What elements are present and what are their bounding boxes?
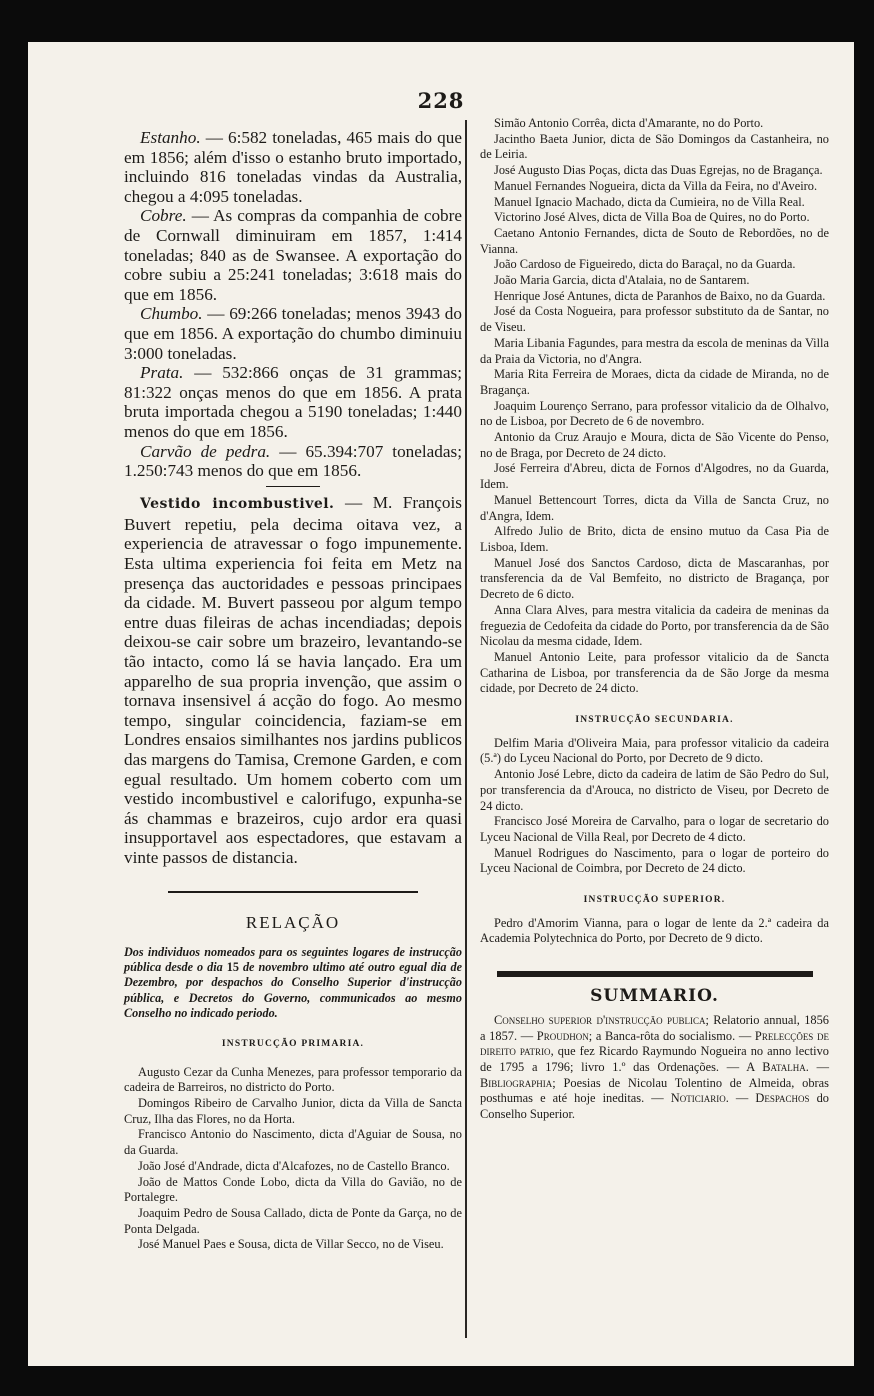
list-item: João de Mattos Conde Lobo, dicta da Villa do Gavião, no de Portalegre. bbox=[124, 1174, 462, 1205]
list-item: Antonio José Lebre, dicto da cadeira de latim de São Pedro do Sul, por transferencia da d'Arouca, no districto de Viseu, por Decreto de 24 dicto. bbox=[480, 767, 829, 813]
section-heading-primaria: INSTRUCÇÃO PRIMARIA. bbox=[221, 1039, 365, 1050]
paragraph-carvao bbox=[124, 442, 462, 481]
list-item: Jacintho Baeta Junior, dicta de São Domingos da Castanheira, no de Leiria. bbox=[480, 131, 829, 162]
right-column bbox=[480, 116, 829, 1123]
list-item: Anna Clara Alves, para mestra vitalicia da cadeira de meninas da freguezia de Cedofeita da cidade do Porto, por transferencia da de São Nicolau da mesma cidade, Idem. bbox=[480, 602, 829, 649]
list-item: José Manuel Paes e Sousa, dicta de Villar Secco, no de Viseu. bbox=[138, 1237, 444, 1252]
section-heading-secundaria: INSTRUCÇÃO SECUNDARIA. bbox=[575, 715, 734, 726]
section-divider bbox=[266, 486, 320, 488]
paragraph-cobre-label: Cobre. bbox=[140, 206, 187, 226]
primaria-list bbox=[124, 1065, 462, 1253]
relacao-divider bbox=[168, 891, 418, 893]
page-number: 228 bbox=[417, 88, 465, 113]
paragraph-prata-label: Prata. bbox=[140, 363, 184, 383]
list-item: Delfim Maria d'Oliveira Maia, para professor vitalicio da cadeira (5.ª) do Lyceu Nacional do Porto, por Decreto de 9 dicto. bbox=[480, 735, 829, 766]
relacao-title: RELAÇÃO bbox=[245, 913, 341, 933]
list-item: Manuel Antonio Leite, para professor vitalicio da de Sancta Catharina de Lisboa, por transferencia da de São Jorge da mesma cidade, por Decreto de 24 dicto. bbox=[480, 649, 829, 696]
section-heading-superior: INSTRUCÇÃO SUPERIOR. bbox=[583, 895, 726, 906]
left-column bbox=[124, 128, 462, 1253]
summario-divider bbox=[497, 971, 813, 977]
list-item: Manuel Ignacio Machado, dicta da Cumieira, no de Villa Real. bbox=[494, 194, 805, 209]
list-item: Manuel José dos Sanctos Cardoso, dicta de Mascaranhas, por transferencia da de Val Bemfeito, no districto de Bragança, por Decreto de 6 dicto. bbox=[480, 555, 829, 602]
newspaper-page bbox=[28, 42, 854, 1366]
list-item: Maria Rita Ferreira de Moraes, dicta da cidade de Miranda, no de Bragança. bbox=[480, 367, 829, 397]
list-item: João Maria Garcia, dicta d'Atalaia, no de Santarem. bbox=[494, 273, 750, 288]
paragraph-carvao-text: — 65.394:707 toneladas; 1.250:743 menos do que em 1856. bbox=[124, 441, 462, 481]
list-item: Pedro d'Amorim Vianna, para o logar de lente da 2.ª cadeira da Academia Polytechnica do Porto, por Decreto de 9 dicto. bbox=[480, 915, 829, 946]
list-item: Manuel Fernandes Nogueira, dicta da Villa da Feira, no d'Aveiro. bbox=[494, 178, 818, 193]
paragraph-carvao-label: Carvão de pedra. bbox=[140, 441, 271, 461]
vestido-heading: Vestido incombustivel. bbox=[140, 496, 335, 513]
relacao-intro: Dos individuos nomeados para os seguintes logares de instrucção pública desde o dia 15 de novembro ultimo até outro egual dia de Dezembro, por despachos do Conselho Superior d'instrucção pública, e Decretos do Governo, communicados ao mesmo Conselho no indicado periodo. bbox=[124, 945, 462, 1020]
paragraph-chumbo-label: Chumbo. bbox=[140, 304, 203, 324]
list-item: Victorino José Alves, dicta de Villa Boa de Quires, no do Porto. bbox=[494, 210, 810, 225]
list-item: Joaquim Lourenço Serrano, para professor vitalicio da de Olhalvo, no de Lisboa, por Decreto de 6 de novembro. bbox=[480, 398, 829, 429]
list-item: Caetano Antonio Fernandes, dicta de Souto de Rebordões, no de Vianna. bbox=[480, 225, 829, 256]
list-item: Simão Antonio Corrêa, dicta d'Amarante, no do Porto. bbox=[494, 116, 764, 130]
list-item: Domingos Ribeiro de Carvalho Junior, dicta da Villa de Sancta Cruz, Ilha das Flores, no da Horta. bbox=[124, 1096, 462, 1126]
list-item: Alfredo Julio de Brito, dicta de ensino mutuo da Casa Pia de Lisboa, Idem. bbox=[480, 524, 829, 554]
paragraph-prata bbox=[124, 363, 462, 441]
list-item: Manuel Rodrigues do Nascimento, para o logar de porteiro do Lyceu Nacional de Coimbra, por Decreto de 24 dicto. bbox=[480, 845, 829, 876]
paragraph-prata-text: — 532:866 onças de 31 grammas; 81:322 onças menos do que em 1856. A prata bruta importada chegou a 5190 toneladas; 1:440 menos do que em 1856. bbox=[124, 363, 462, 441]
list-item: João Cardoso de Figueiredo, dicta do Baraçal, no da Guarda. bbox=[494, 257, 796, 272]
column-divider bbox=[465, 120, 467, 1338]
list-item: Maria Libania Fagundes, para mestra da escola de meninas da Villa da Praia da Victoria, no d'Angra. bbox=[480, 335, 829, 366]
summario-title: SUMMARIO. bbox=[590, 986, 719, 1007]
list-item: Manuel Bettencourt Torres, dicta da Villa de Sancta Cruz, no d'Angra, Idem. bbox=[480, 492, 829, 523]
paragraph-estanho bbox=[124, 128, 462, 206]
list-item: José Ferreira d'Abreu, dicta de Fornos d'Algodres, no da Guarda, Idem. bbox=[480, 461, 829, 492]
summario-text: Conselho superior d'instrucção publica; Relatorio annual, 1856 a 1857. — Proudhon; a Banca-rôta do socialismo. — Prelecções de direito patrio, que fez Ricardo Raymundo Nogueira no anno lectivo de 1795 a 1796; livro 1.º das Ordenações. — A Batalha. — Bibliographia; Poesias de Nicolau Tolentino de Almeida, obras posthumas e até hoje ineditas. — Noticiario. — Despachos do Conselho Superior. bbox=[480, 1012, 829, 1122]
list-item: Francisco Antonio do Nascimento, dicta d'Aguiar de Sousa, no da Guarda. bbox=[124, 1127, 462, 1158]
paragraph-vestido bbox=[124, 493, 462, 867]
list-item: João José d'Andrade, dicta d'Alcafozes, no de Castello Branco. bbox=[138, 1158, 450, 1173]
paragraph-chumbo bbox=[124, 304, 462, 363]
list-item: Antonio da Cruz Araujo e Moura, dicta de São Vicente do Penso, no de Braga, por Decreto de 24 dicto. bbox=[480, 430, 829, 460]
list-item: José da Costa Nogueira, para professor substituto da de Santar, no de Viseu. bbox=[480, 304, 829, 335]
paragraph-chumbo-text: — 69:266 toneladas; menos 3943 do que em 1856. A exportação do chumbo diminuiu 3:000 toneladas. bbox=[124, 304, 462, 363]
list-item: Henrique José Antunes, dicta de Paranhos de Baixo, no da Guarda. bbox=[494, 288, 826, 303]
list-item: Francisco José Moreira de Carvalho, para o logar de secretario do Lyceu Nacional de Villa Real, por Decreto de 4 dicto. bbox=[480, 814, 829, 844]
paragraph-estanho-text: — 6:582 toneladas, 465 mais do que em 1856; além d'isso o estanho bruto importado, incluindo 816 toneladas vindas da Australia, chegou a 4:095 toneladas. bbox=[124, 128, 462, 206]
paragraph-cobre-text: — As compras da companhia de cobre de Cornwall diminuiram em 1857, 1:414 toneladas; 840 as de Swansee. A exportação do cobre subiu a 25:241 toneladas; 3:618 mais do que em 1856. bbox=[124, 206, 462, 304]
paragraph-estanho-label: Estanho. bbox=[140, 128, 201, 147]
list-item: José Augusto Dias Poças, dicta das Duas Egrejas, no de Bragança. bbox=[494, 163, 823, 178]
vestido-text: — M. François Buvert repetiu, pela decima oitava vez, a experiencia de atravessar o fogo impunemente. Esta ultima experiencia foi feita em Metz na presença das auctoridades e pessoas principaes da cidade. M. Buvert passeou por algum tempo entre duas fileiras de achas incendiadas; depois deixou-se cair sobre um brazeiro, levantando-se tão intacto, como lá se havia lançado. Era um apparelho de sua propria invenção, que assim o tornava insensivel á acção do fogo. Ao mesmo tempo, singular coincidencia, faziam-se em Londres ensaios similhantes nos jardins publicos das margens do Tamisa, Cremone Garden, e com egual resultado. Um homem coberto com um vestido incombustivel e calorifugo, expunha-se ás chammas e brazeiros, cujo ardor era quasi insupportavel aos espectadores, que estavam a vinte passos de distancia. bbox=[124, 493, 462, 867]
list-item: Augusto Cezar da Cunha Menezes, para professor temporario da cadeira de Barreiros, no districto do Porto. bbox=[124, 1064, 462, 1095]
list-item: Joaquim Pedro de Sousa Callado, dicta de Ponte da Garça, no de Ponta Delgada. bbox=[124, 1206, 462, 1236]
paragraph-cobre bbox=[124, 206, 462, 304]
